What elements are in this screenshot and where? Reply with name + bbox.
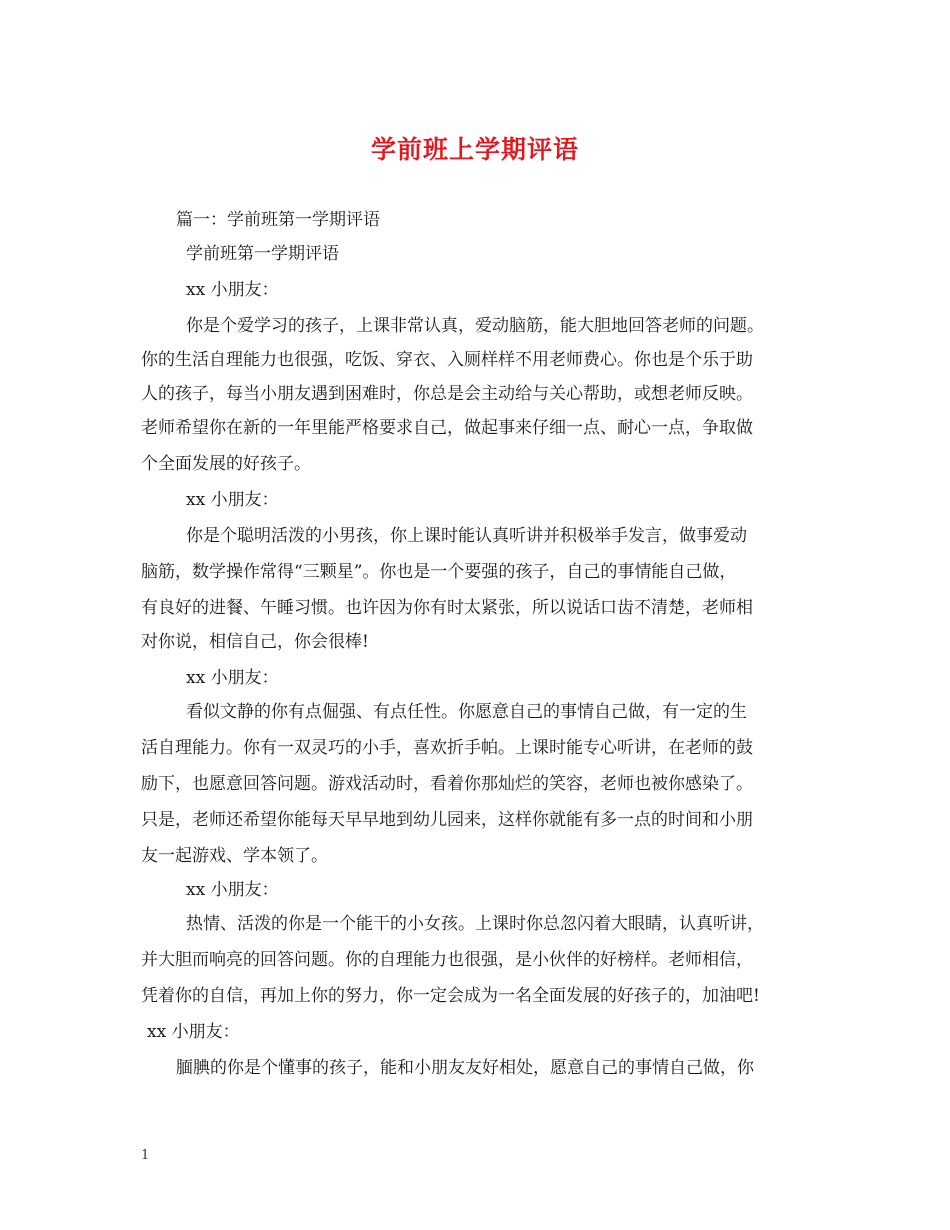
- paragraph-line: 活自理能力。你有一双灵巧的小手，喜欢折手帕。上课时能专心听讲，在老师的鼓: [141, 738, 753, 758]
- paragraph-line: 热情、活泼的你是一个能干的小女孩。上课时你总忽闪着大眼睛，认真听讲，: [186, 914, 764, 934]
- paragraph-line: 脑筋，数学操作常得“三颗星”。你也是一个要强的孩子，自己的事情能自己做，: [141, 562, 737, 582]
- paragraph-line: 有良好的进餐、午睡习惯。也许因为你有时太紧张，所以说话口齿不清楚，老师相: [141, 598, 753, 618]
- paragraph-line: 个全面发展的好孩子。: [141, 454, 311, 474]
- section-heading: 篇一：学前班第一学期评语: [176, 210, 380, 230]
- subheading: 学前班第一学期评语: [186, 244, 339, 264]
- paragraph-line: 只是，老师还希望你能每天早早地到幼儿园来，这样你就能有多一点的时间和小朋: [141, 810, 753, 830]
- greeting-line: xx 小朋友：: [147, 1022, 240, 1042]
- paragraph-line: 老师希望你在新的一年里能严格要求自己，做起事来仔细一点、耐心一点，争取做: [141, 418, 753, 438]
- paragraph-line: 凭着你的自信，再加上你的努力，你一定会成为一名全面发展的好孩子的，加油吧!: [141, 986, 760, 1006]
- paragraph-line: 你是个爱学习的孩子，上课非常认真，爱动脑筋，能大胆地回答老师的问题。: [186, 316, 764, 336]
- paragraph-line: 友一起游戏、学本领了。: [141, 846, 328, 866]
- paragraph-line: 你是个聪明活泼的小男孩，你上课时能认真听讲并积极举手发言，做事爱动: [186, 526, 747, 546]
- paragraph-line: 励下，也愿意回答问题。游戏活动时，看着你那灿烂的笑容，老师也被你感染了。: [141, 774, 753, 794]
- paragraph-line: 并大胆而响亮的回答问题。你的自理能力也很强，是小伙伴的好榜样。老师相信，: [141, 950, 753, 970]
- paragraph-line: 人的孩子，每当小朋友遇到困难时，你总是会主动给与关心帮助，或想老师反映。: [141, 384, 753, 404]
- paragraph-line: 你的生活自理能力也很强，吃饭、穿衣、入厕样样不用老师费心。你也是个乐于助: [141, 350, 753, 370]
- document-title: 学前班上学期评语: [370, 135, 579, 164]
- paragraph-line: 对你说，相信自己，你会很棒!: [141, 632, 369, 652]
- page-number: 1: [141, 1148, 150, 1163]
- paragraph-line: 看似文静的你有点倔强、有点任性。你愿意自己的事情自己做，有一定的生: [186, 702, 747, 722]
- greeting-line: xx 小朋友：: [186, 280, 279, 300]
- greeting-line: xx 小朋友：: [186, 880, 279, 900]
- paragraph-line: 腼腆的你是个懂事的孩子，能和小朋友友好相处，愿意自己的事情自己做，你: [176, 1058, 754, 1078]
- greeting-line: xx 小朋友：: [186, 490, 279, 510]
- greeting-line: xx 小朋友：: [186, 668, 279, 688]
